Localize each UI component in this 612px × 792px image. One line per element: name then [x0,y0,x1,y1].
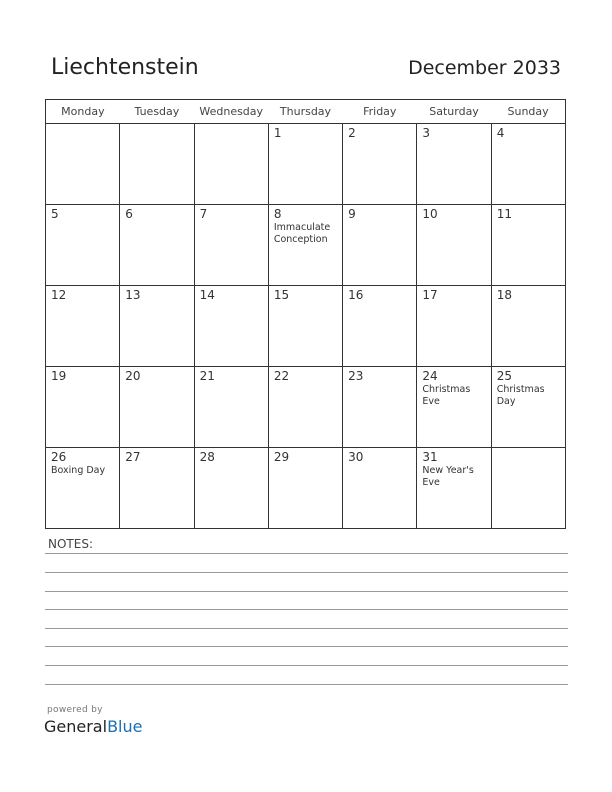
day-cell [417,286,491,367]
day-cell [46,205,120,286]
day-cell [343,205,417,286]
weekday-header: Saturday [417,100,491,124]
day-number: 7 [199,207,208,221]
day-cell [417,205,491,286]
day-cell [46,448,120,529]
day-number: 24 [422,369,438,383]
week-row [46,286,566,367]
day-number: 19 [51,369,67,383]
day-cell [268,448,342,529]
day-number: 8 [273,207,282,221]
weekday-header: Friday [343,100,417,124]
day-cell [120,448,194,529]
country-title: Liechtenstein [51,55,199,80]
day-cell [268,124,342,205]
day-cell [194,286,268,367]
holiday-label: New Year's Eve [422,465,474,488]
note-line [45,572,568,573]
weekday-header: Monday [46,100,120,124]
day-number: 22 [273,369,290,383]
day-cell [46,367,120,448]
day-number: 10 [422,207,438,221]
week-row [46,205,566,286]
day-cell [343,448,417,529]
day-cell [417,448,491,529]
day-number: 28 [199,450,215,464]
week-row [46,124,566,205]
weekday-header: Thursday [268,100,342,124]
holiday-label: Christmas Day [496,384,545,407]
brand-blue-text: Blue [107,717,143,736]
powered-by-text: powered by [47,705,103,715]
day-number: 3 [422,126,431,140]
day-number: 15 [273,288,290,302]
generalblue-logo [44,717,142,736]
calendar-grid [45,99,566,529]
day-number: 14 [199,288,215,302]
note-line [45,553,568,554]
day-cell [491,448,565,529]
day-cell [417,367,491,448]
month-year-title: December 2033 [408,57,561,79]
note-line [45,591,568,592]
day-cell [120,205,194,286]
day-number: 9 [348,207,356,221]
day-number: 6 [125,207,133,221]
weekday-header: Wednesday [194,100,268,124]
day-cell [120,124,194,205]
day-cell [46,286,120,367]
day-number: 12 [51,288,67,302]
day-number: 27 [125,450,141,464]
week-row [46,367,566,448]
day-cell [268,367,342,448]
day-cell [491,286,565,367]
day-number: 18 [496,288,512,302]
day-number: 29 [273,450,290,464]
note-line [45,646,568,647]
day-cell [491,367,565,448]
day-cell [417,124,491,205]
holiday-label: Immaculate Conception [273,222,331,245]
day-cell [46,124,120,205]
day-cell [343,124,417,205]
day-number: 23 [348,369,364,383]
day-cell [491,205,565,286]
day-cell [343,286,417,367]
day-number: 11 [496,207,512,221]
day-cell [120,286,194,367]
day-number: 31 [422,450,438,464]
day-number: 16 [348,288,364,302]
note-line [45,628,568,629]
day-number: 17 [422,288,438,302]
day-cell [343,367,417,448]
day-number: 25 [496,369,512,383]
holiday-label: Christmas Eve [422,384,471,407]
weekday-header: Tuesday [120,100,194,124]
note-line [45,665,568,666]
brand-general-text: General [44,717,108,736]
day-number: 26 [51,450,67,464]
day-number: 20 [125,369,141,383]
day-number: 13 [125,288,141,302]
day-cell [194,205,268,286]
day-number: 5 [51,207,59,221]
weekday-header: Sunday [491,100,565,124]
day-number: 30 [348,450,364,464]
day-number: 21 [199,369,215,383]
day-cell [491,124,565,205]
note-line [45,609,568,610]
notes-label: NOTES: [48,537,93,551]
day-cell [268,205,342,286]
day-cell [194,367,268,448]
week-row [46,448,566,529]
note-line [45,684,568,685]
day-cell [194,448,268,529]
day-number: 4 [496,126,505,140]
day-cell [194,124,268,205]
day-cell [120,367,194,448]
holiday-label: Boxing Day [51,465,106,476]
day-number: 1 [273,126,282,140]
day-cell [268,286,342,367]
weekday-header-row [46,100,566,124]
day-number: 2 [348,126,356,140]
